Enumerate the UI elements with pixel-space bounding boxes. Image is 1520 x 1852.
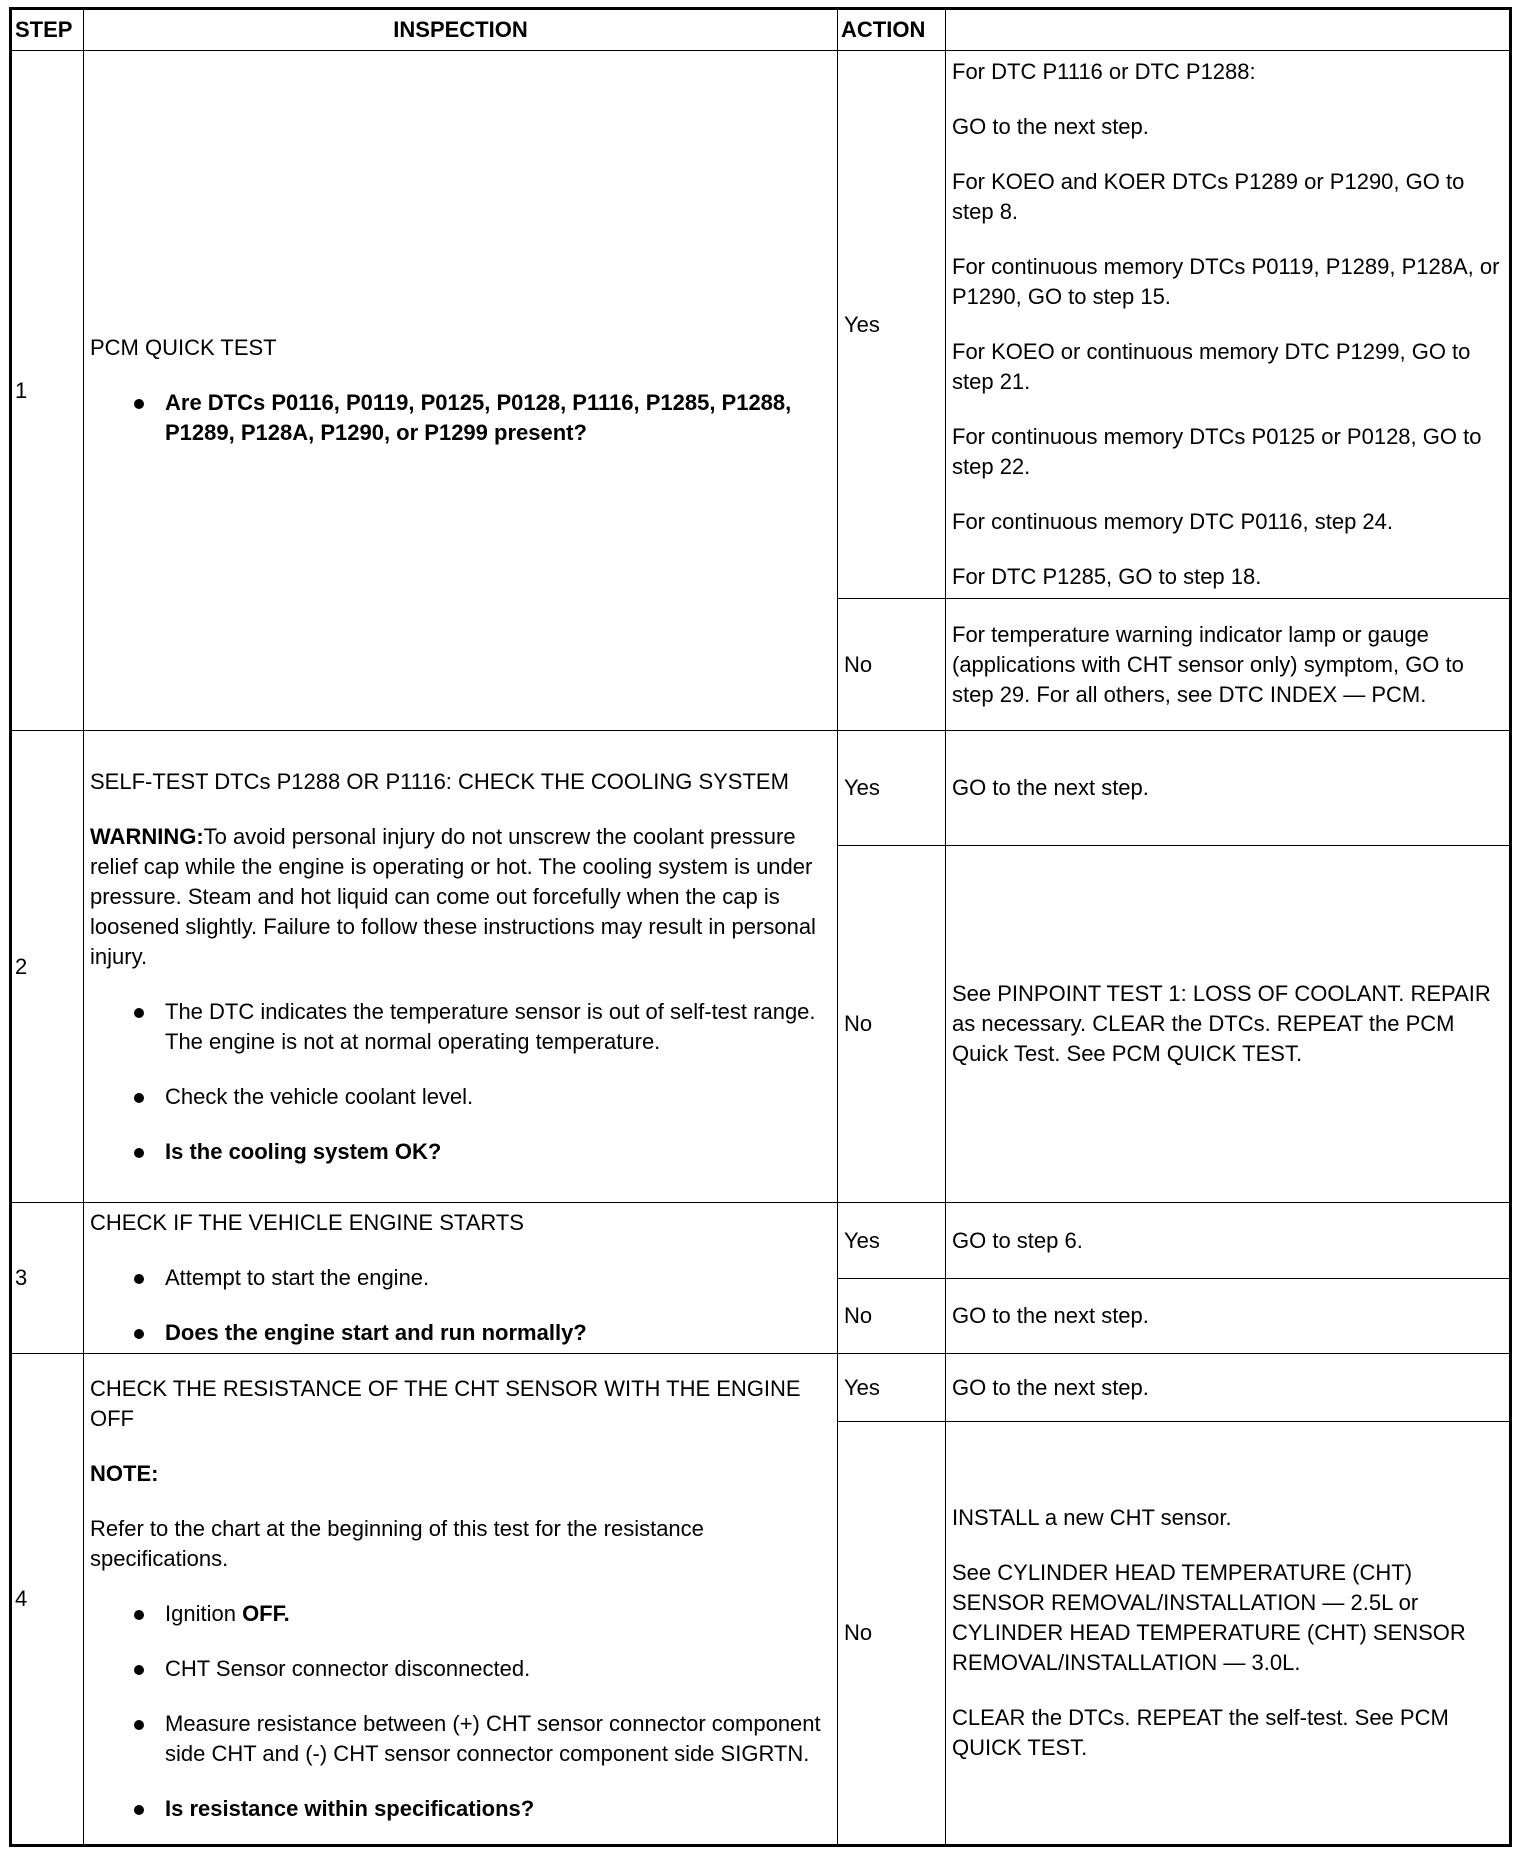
text-segment: For DTC P1116 or DTC P1288: xyxy=(952,59,1256,84)
bullet-icon xyxy=(134,1274,144,1284)
inspection-bullet xyxy=(90,997,831,1057)
inspection-paragraph xyxy=(90,767,831,797)
text-segment: GO to the next step. xyxy=(952,775,1149,800)
header-row xyxy=(11,9,1511,51)
action-paragraph xyxy=(952,507,1503,537)
text-segment: Attempt to start the engine. xyxy=(165,1265,430,1290)
action-result-yes xyxy=(946,1203,1511,1279)
bullet-icon xyxy=(134,1665,144,1675)
inspection-paragraph xyxy=(90,1374,831,1434)
text-segment: The DTC indicates the temperature sensor is out of self-test range. The engine is not at normal operating temperature. xyxy=(165,998,816,1054)
table-row xyxy=(11,1203,1511,1279)
action-paragraph xyxy=(952,422,1503,482)
bold-text: Is the cooling system OK? xyxy=(165,1138,442,1164)
action-label-yes: Yes xyxy=(838,51,946,599)
text-segment: CHECK THE RESISTANCE OF THE CHT SENSOR WITH THE ENGINE OFF xyxy=(90,1376,801,1431)
text-segment: SELF-TEST DTCs P1288 OR P1116: CHECK THE COOLING SYSTEM xyxy=(90,768,789,794)
inspection-paragraph xyxy=(90,1208,831,1238)
text-segment: CHT Sensor connector disconnected. xyxy=(165,1656,531,1681)
text-segment: GO to the next step. xyxy=(952,1303,1149,1328)
text-segment: GO to step 6. xyxy=(952,1227,1083,1253)
inspection-bullet xyxy=(90,1709,831,1769)
bold-text: Does the engine start and run normally? xyxy=(165,1320,587,1345)
bold-text: NOTE: xyxy=(90,1461,159,1486)
inspection-paragraph xyxy=(90,822,831,972)
inspection-cell xyxy=(84,731,838,1203)
step-number: 4 xyxy=(11,1354,84,1846)
text-segment: For temperature warning indicator lamp or gauge (applications with CHT sensor only) symptom, GO to step 29. For all others, see xyxy=(952,621,1464,707)
table-row xyxy=(11,731,1511,846)
text-segment: INSTALL a new CHT sensor. xyxy=(952,1505,1232,1530)
step-number: 1 xyxy=(11,51,84,731)
action-paragraph xyxy=(952,252,1503,312)
action-paragraph xyxy=(952,773,1503,803)
action-paragraph xyxy=(952,1558,1503,1678)
header-action: ACTION xyxy=(838,9,946,51)
action-result-no xyxy=(946,1422,1511,1846)
inspection-cell xyxy=(84,1203,838,1354)
action-label-no: No xyxy=(838,846,946,1203)
action-paragraph xyxy=(952,57,1503,87)
text-segment: For continuous memory DTCs P0125 or P0128, GO to step 22. xyxy=(952,424,1482,479)
table-body xyxy=(11,51,1511,1846)
header-result xyxy=(946,9,1511,51)
action-paragraph xyxy=(952,562,1503,592)
bullet-icon xyxy=(134,1805,144,1815)
inspection-bullet xyxy=(90,1082,831,1112)
action-label-yes: Yes xyxy=(838,1354,946,1422)
inspection-paragraph xyxy=(90,1514,831,1574)
bold-text: WARNING: xyxy=(90,823,204,849)
bullet-icon xyxy=(134,1720,144,1730)
inspection-bullet xyxy=(90,1654,831,1684)
text-segment: For continuous memory DTCs P0119, P1289, P128A, or P1290, GO to step 15. xyxy=(952,254,1500,309)
text-segment: PCM QUICK TEST xyxy=(90,335,277,360)
step-number: 3 xyxy=(11,1203,84,1354)
action-paragraph xyxy=(952,1503,1503,1533)
inspection-bullet xyxy=(90,388,831,448)
text-segment: For DTC P1285, GO to step 18. xyxy=(952,564,1262,589)
inspection-bullet xyxy=(90,1318,831,1348)
inspection-cell xyxy=(84,51,838,731)
action-paragraph xyxy=(952,337,1503,397)
bullet-icon xyxy=(134,399,144,409)
step-number: 2 xyxy=(11,731,84,1203)
text-segment: DTC INDEX — PCM. xyxy=(1218,681,1427,707)
inspection-paragraph xyxy=(90,1459,831,1489)
action-paragraph xyxy=(952,112,1503,142)
bold-text: Is resistance within specifications? xyxy=(165,1796,535,1821)
inspection-bullet xyxy=(90,1137,831,1167)
action-label-yes: Yes xyxy=(838,1203,946,1279)
text-segment: For KOEO or continuous memory DTC P1299, GO to step 21. xyxy=(952,339,1471,394)
action-paragraph xyxy=(952,1226,1503,1256)
action-label-no: No xyxy=(838,1422,946,1846)
text-segment: For continuous memory DTC P0116, step 24. xyxy=(952,509,1394,534)
bold-text: OFF. xyxy=(242,1601,290,1626)
inspection-cell xyxy=(84,1354,838,1846)
action-paragraph xyxy=(952,167,1503,227)
bullet-icon xyxy=(134,1093,144,1103)
table-row xyxy=(11,1354,1511,1422)
text-segment: Check the vehicle coolant level. xyxy=(165,1083,474,1109)
bold-text: Are DTCs P0116, P0119, P0125, P0128, P1116, P1285, P1288, P1289, P128A, P1290, or P1299 present? xyxy=(165,390,792,445)
text-segment: GO to the next step. xyxy=(952,1374,1149,1400)
action-result-yes xyxy=(946,1354,1511,1422)
action-paragraph xyxy=(952,620,1503,710)
text-segment: GO to the next step. xyxy=(952,114,1149,139)
inspection-bullet xyxy=(90,1263,831,1293)
action-paragraph xyxy=(952,1373,1503,1403)
text-segment: To avoid personal injury do not unscrew the coolant pressure relief cap while the engine is operating or hot. The cooling system is under pressure. Steam and hot liquid can come out forcefully when the cap is loosened slightly. Failure to follow these instructions may result in personal injury. xyxy=(90,823,816,969)
inspection-paragraph xyxy=(90,333,831,363)
header-inspection: INSPECTION xyxy=(84,9,838,51)
action-paragraph xyxy=(952,1301,1503,1331)
inspection-bullet xyxy=(90,1599,831,1629)
text-segment: Ignition xyxy=(165,1601,243,1626)
text-segment: CHECK IF THE VEHICLE ENGINE STARTS xyxy=(90,1210,524,1235)
action-result-yes xyxy=(946,731,1511,846)
diagnostic-table xyxy=(9,7,1512,1847)
inspection-bullet xyxy=(90,1794,831,1824)
action-paragraph xyxy=(952,1703,1503,1763)
text-segment: Refer to the chart at the beginning of this test for the resistance specifications. xyxy=(90,1516,704,1571)
bullet-icon xyxy=(134,1148,144,1158)
action-paragraph xyxy=(952,979,1503,1069)
bullet-icon xyxy=(134,1610,144,1620)
action-label-yes: Yes xyxy=(838,731,946,846)
action-result-yes xyxy=(946,51,1511,599)
text-segment: See CYLINDER HEAD TEMPERATURE (CHT) SENSOR REMOVAL/INSTALLATION — 2.5L or CYLINDER HEAD TEMPERATURE (CHT) SENSOR REMOVAL/INSTALLATION — 3.0L. xyxy=(952,1560,1466,1675)
action-result-no xyxy=(946,1279,1511,1354)
action-result-no xyxy=(946,846,1511,1203)
bullet-icon xyxy=(134,1329,144,1339)
text-segment: Measure resistance between (+) CHT sensor connector component side CHT and (-) CHT sensor connector component side SIGRTN. xyxy=(165,1711,821,1766)
text-segment: For KOEO and KOER DTCs P1289 or P1290, GO to step 8. xyxy=(952,169,1465,224)
text-segment: See PINPOINT TEST 1: LOSS OF COOLANT. REPAIR as necessary. CLEAR the DTCs. REPEAT the PCM Quick Test. See PCM QUICK TEST. xyxy=(952,981,1491,1066)
text-segment: CLEAR the DTCs. REPEAT the self-test. See PCM QUICK TEST. xyxy=(952,1705,1449,1760)
action-result-no xyxy=(946,599,1511,731)
action-label-no: No xyxy=(838,599,946,731)
bullet-icon xyxy=(134,1008,144,1018)
action-label-no: No xyxy=(838,1279,946,1354)
header-step: STEP xyxy=(11,9,84,51)
table-row xyxy=(11,51,1511,599)
